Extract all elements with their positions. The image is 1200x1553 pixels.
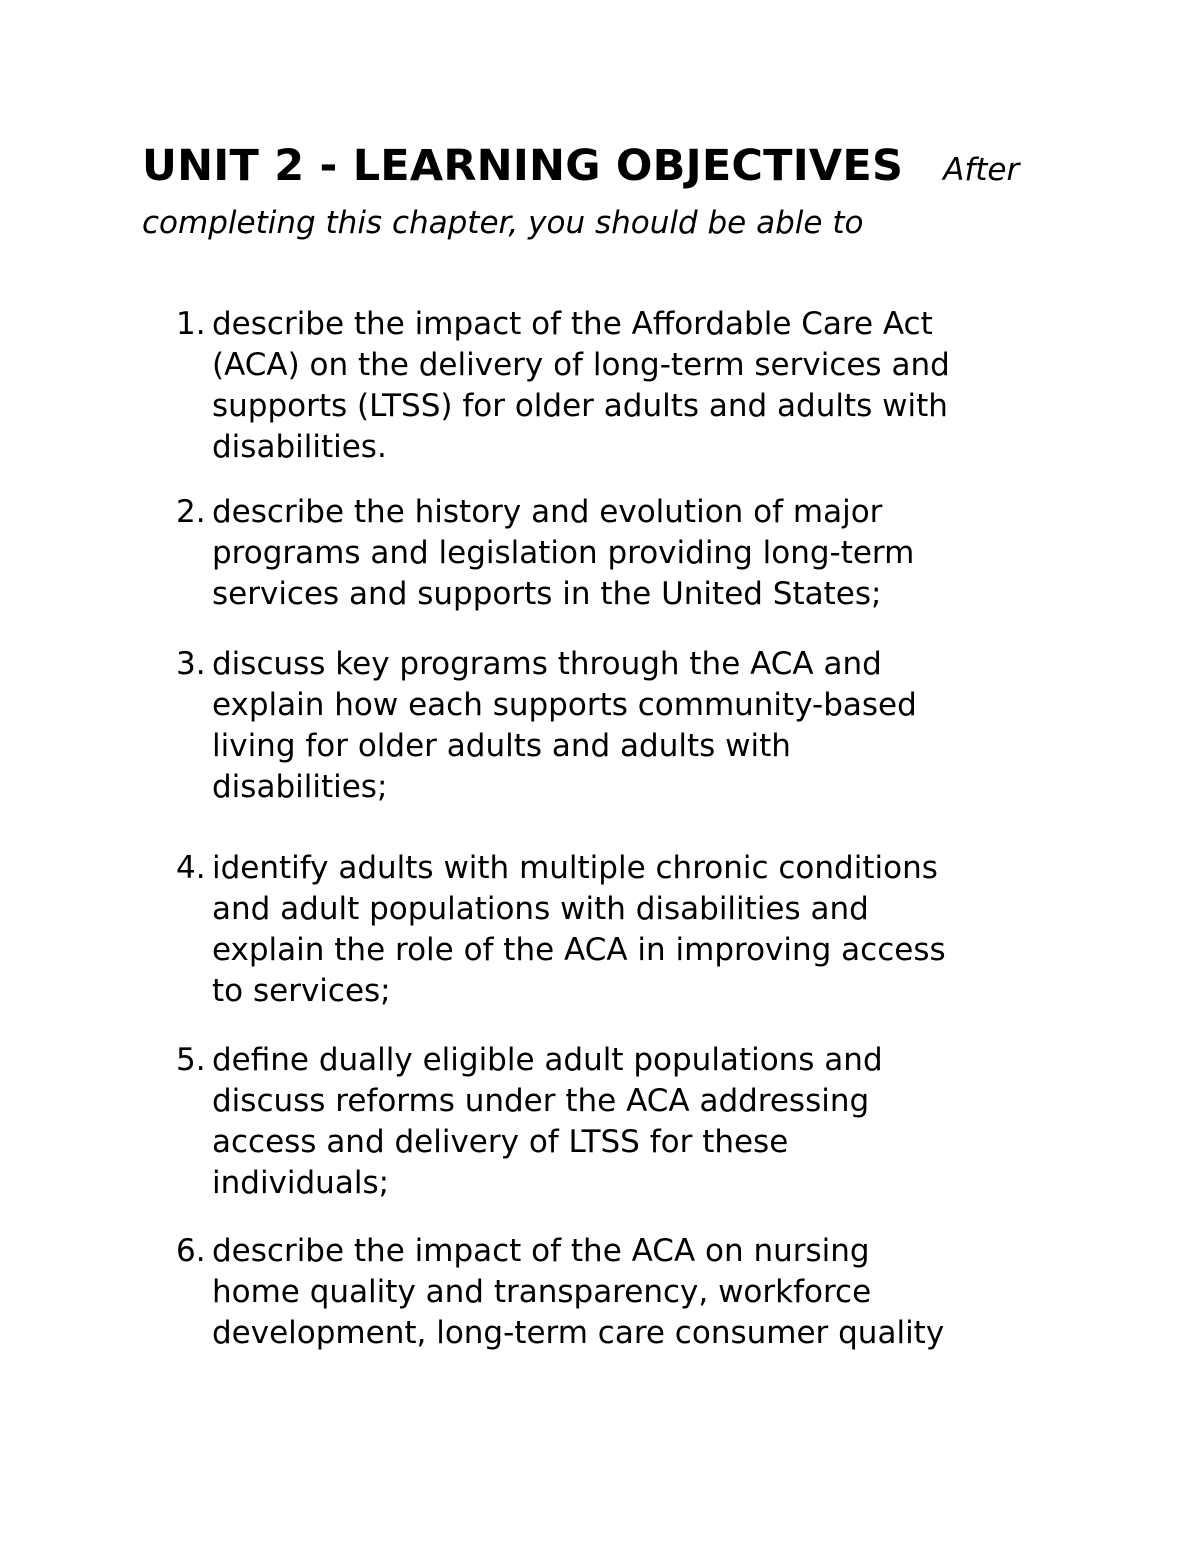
objective-number: 2. [176,494,206,530]
page-title: UNIT 2 - LEARNING OBJECTIVES [142,141,904,191]
objective-item-2 [176,492,1076,615]
objective-text: discuss key programs through the ACA and explain how each supports community-based living for older adults and adults with disabilities; [212,646,917,805]
objective-number: 4. [176,850,206,886]
intro-text-start: After [943,152,1020,188]
objective-item-6 [176,1231,1076,1354]
objective-text: describe the history and evolution of major programs and legislation providing long-term services and supports in the United States; [212,494,915,612]
objective-number: 1. [176,306,206,342]
objective-text: describe the impact of the Affordable Care Act (ACA) on the delivery of long-term services and supports (LTSS) for older adults and adults with disabilities. [212,306,950,465]
objective-number: 6. [176,1233,206,1269]
objective-text: define dually eligible adult populations and discuss reforms under the ACA addressing access and delivery of LTSS for these individuals; [212,1042,883,1201]
objective-text: describe the impact of the ACA on nursing home quality and transparency, workforce development, long-term care consumer quality [212,1233,945,1351]
objective-number: 3. [176,646,206,682]
objective-item-3 [176,644,1076,808]
objective-item-5 [176,1040,1076,1204]
objective-item-4 [176,848,1076,1012]
objective-item-1 [176,304,1076,468]
objective-text: identify adults with multiple chronic conditions and adult populations with disabilities and explain the role of the ACA in improving access to services; [212,850,946,1009]
heading-line [142,140,1082,201]
intro-text-continuation: completing this chapter, you should be able to [142,205,864,241]
objective-number: 5. [176,1042,206,1078]
heading-block [142,140,1082,245]
